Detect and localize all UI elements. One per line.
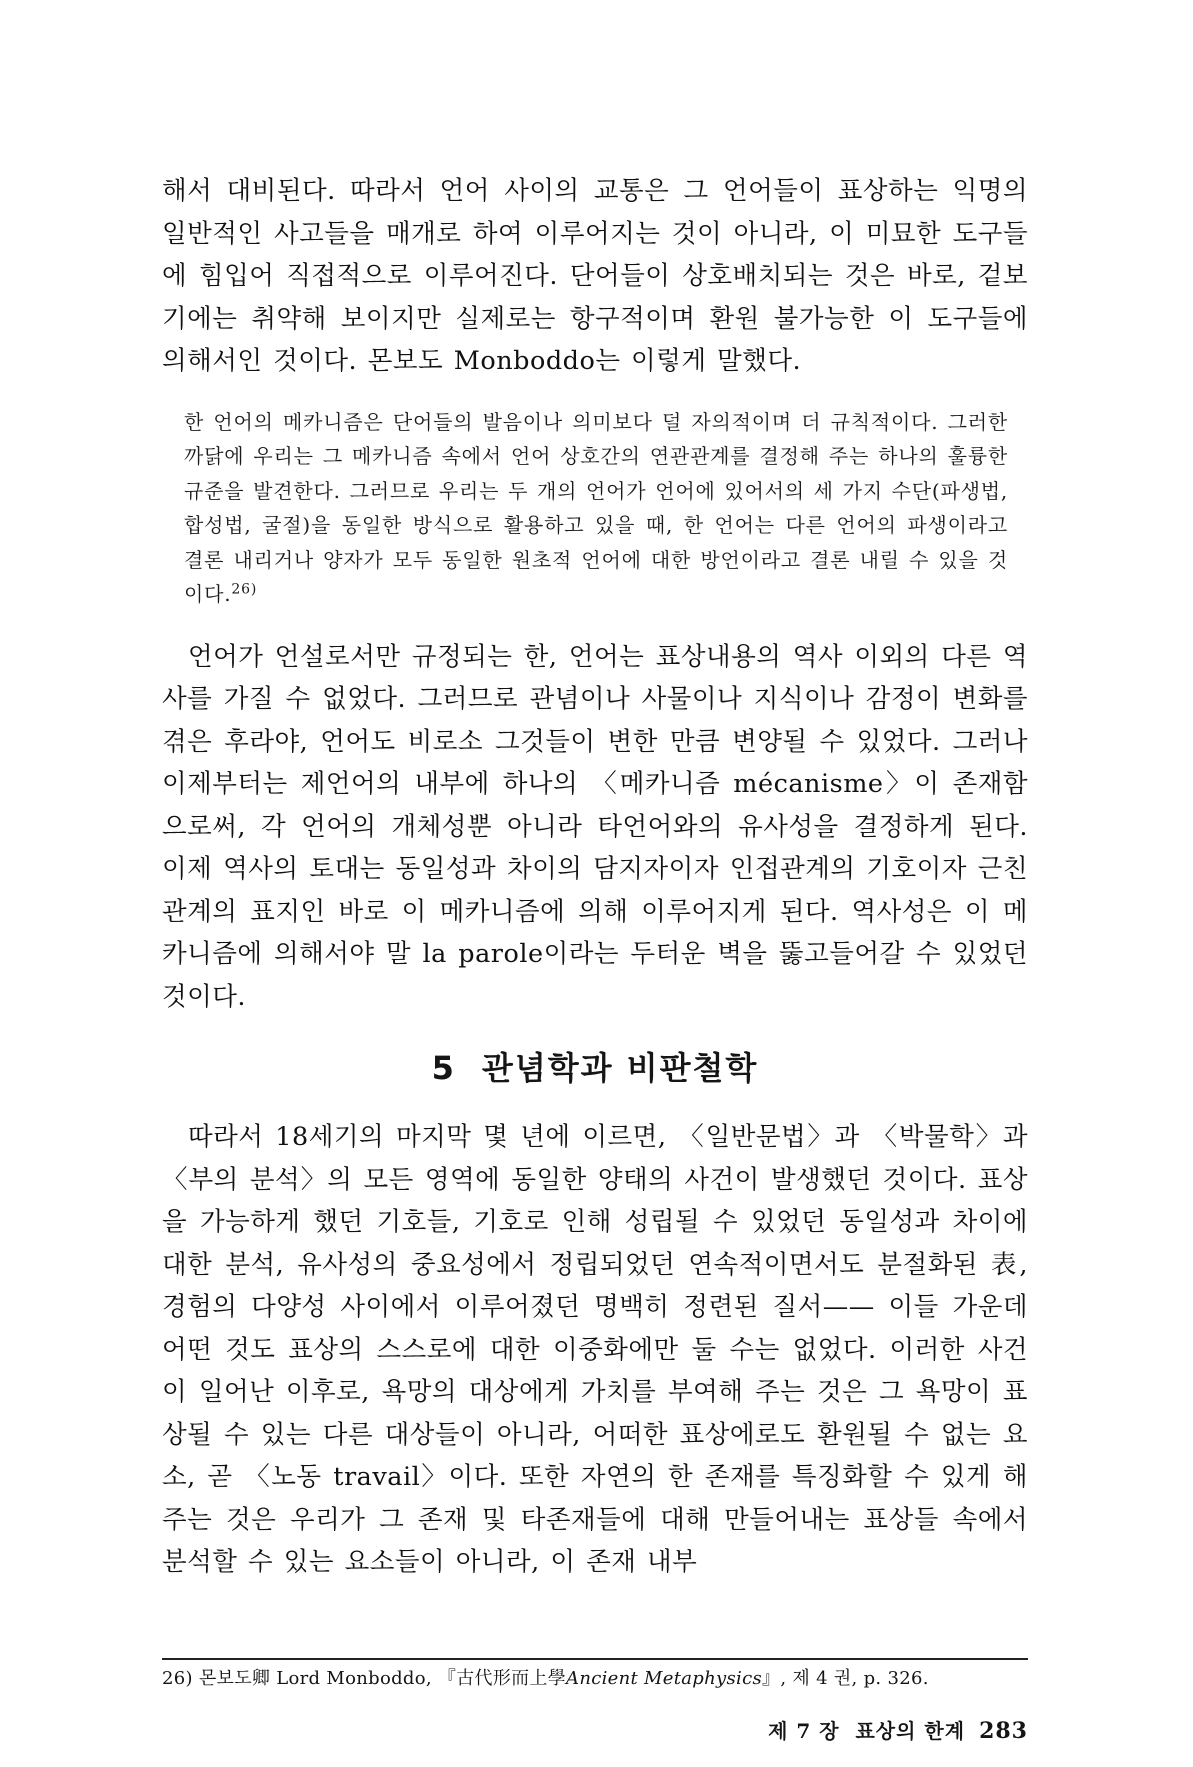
footnote-text-before: 몬보도卿 Lord Monboddo, 『古代形而上學 <box>198 1668 567 1689</box>
footnote-reference: 26) <box>231 581 258 598</box>
footer-chapter-title: 표상의 한계 <box>855 1719 966 1743</box>
footnote-marker: 26) <box>162 1668 193 1689</box>
footer-chapter: 제 7 장 <box>768 1719 840 1743</box>
section-heading <box>162 1046 1028 1090</box>
running-footer <box>768 1717 1028 1745</box>
body-paragraph-2: 언어가 언설로서만 규정되는 한, 언어는 표상내용의 역사 이외의 다른 역사를 가질 수 없었다. 그러므로 관념이나 사물이나 지식이나 감정이 변화를 겪은 후라야, 언어도 비로소 그것들이 변한 만큼 변양될 수 있었다. 그러나 이제부터는 제언어의 내부에 하나의 〈메카니즘 mécanisme〉이 존재함으로써, 각 언어의 개체성뿐 아니라 타언어와의 유사성을 결정하게 된다. 이제 역사의 토대는 동일성과 차이의 담지자이자 인접관계의 기호이자 근친관계의 표지인 바로 이 메카니즘에 의해 이루어지게 된다. 역사성은 이 메카니즘에 의해서야 말 la parole이라는 두터운 벽을 뚫고들어갈 수 있었던 것이다. <box>162 641 1028 1012</box>
footnote-text-after: 』, 제 4 권, p. 326. <box>762 1668 929 1689</box>
footnote-divider <box>162 1658 1028 1660</box>
page-body <box>162 170 1028 1584</box>
block-quote <box>184 405 1008 612</box>
footnote <box>162 1665 1028 1693</box>
section-title: 관념학과 비판철학 <box>481 1049 759 1087</box>
block-quote-text: 한 언어의 메카니즘은 단어들의 발음이나 의미보다 덜 자의적이며 더 규칙적이다. 그러한 까닭에 우리는 그 메카니즘 속에서 언어 상호간의 연관관계를 결정해 주는 하나의 훌륭한 규준을 발견한다. 그러므로 우리는 두 개의 언어가 언어에 있어서의 세 가지 수단(파생법, 합성법, 굴절)을 동일한 방식으로 활용하고 있을 때, 한 언어는 다른 언어의 파생이라고 결론 내리거나 양자가 모두 동일한 원초적 언어에 대한 방언이라고 결론 내릴 수 있을 것이다. <box>184 409 1008 606</box>
section-number: 5 <box>431 1049 456 1087</box>
footnote-italic-title: Ancient Metaphysics <box>566 1668 763 1689</box>
body-paragraph-1: 해서 대비된다. 따라서 언어 사이의 교통은 그 언어들이 표상하는 익명의 일반적인 사고들을 매개로 하여 이루어지는 것이 아니라, 이 미묘한 도구들에 힘입어 직접적으로 이루어진다. 단어들이 상호배치되는 것은 바로, 겉보기에는 취약해 보이지만 실제로는 항구적이며 환원 불가능한 이 도구들에 의해서인 것이다. 몬보도 Monboddo는 이렇게 말했다. <box>162 176 1028 376</box>
page-number: 283 <box>979 1718 1028 1744</box>
body-paragraph-3: 따라서 18세기의 마지막 몇 년에 이르면, 〈일반문법〉과 〈박물학〉과 〈부의 분석〉의 모든 영역에 동일한 양태의 사건이 발생했던 것이다. 표상을 가능하게 했던 기호들, 기호로 인해 성립될 수 있었던 동일성과 차이에 대한 분석, 유사성의 중요성에서 정립되었던 연속적이면서도 분절화된 表, 경험의 다양성 사이에서 이루어졌던 명백히 정련된 질서—— 이들 가운데 어떤 것도 표상의 스스로에 대한 이중화에만 둘 수는 없었다. 이러한 사건이 일어난 이후로, 욕망의 대상에게 가치를 부여해 주는 것은 그 욕망이 표상될 수 있는 다른 대상들이 아니라, 어떠한 표상에로도 환원될 수 없는 요소, 곧 〈노동 travail〉이다. 또한 자연의 한 존재를 특징화할 수 있게 해주는 것은 우리가 그 존재 및 타존재들에 대해 만들어내는 표상들 속에서 분석할 수 있는 요소들이 아니라, 이 존재 내부 <box>162 1122 1028 1577</box>
